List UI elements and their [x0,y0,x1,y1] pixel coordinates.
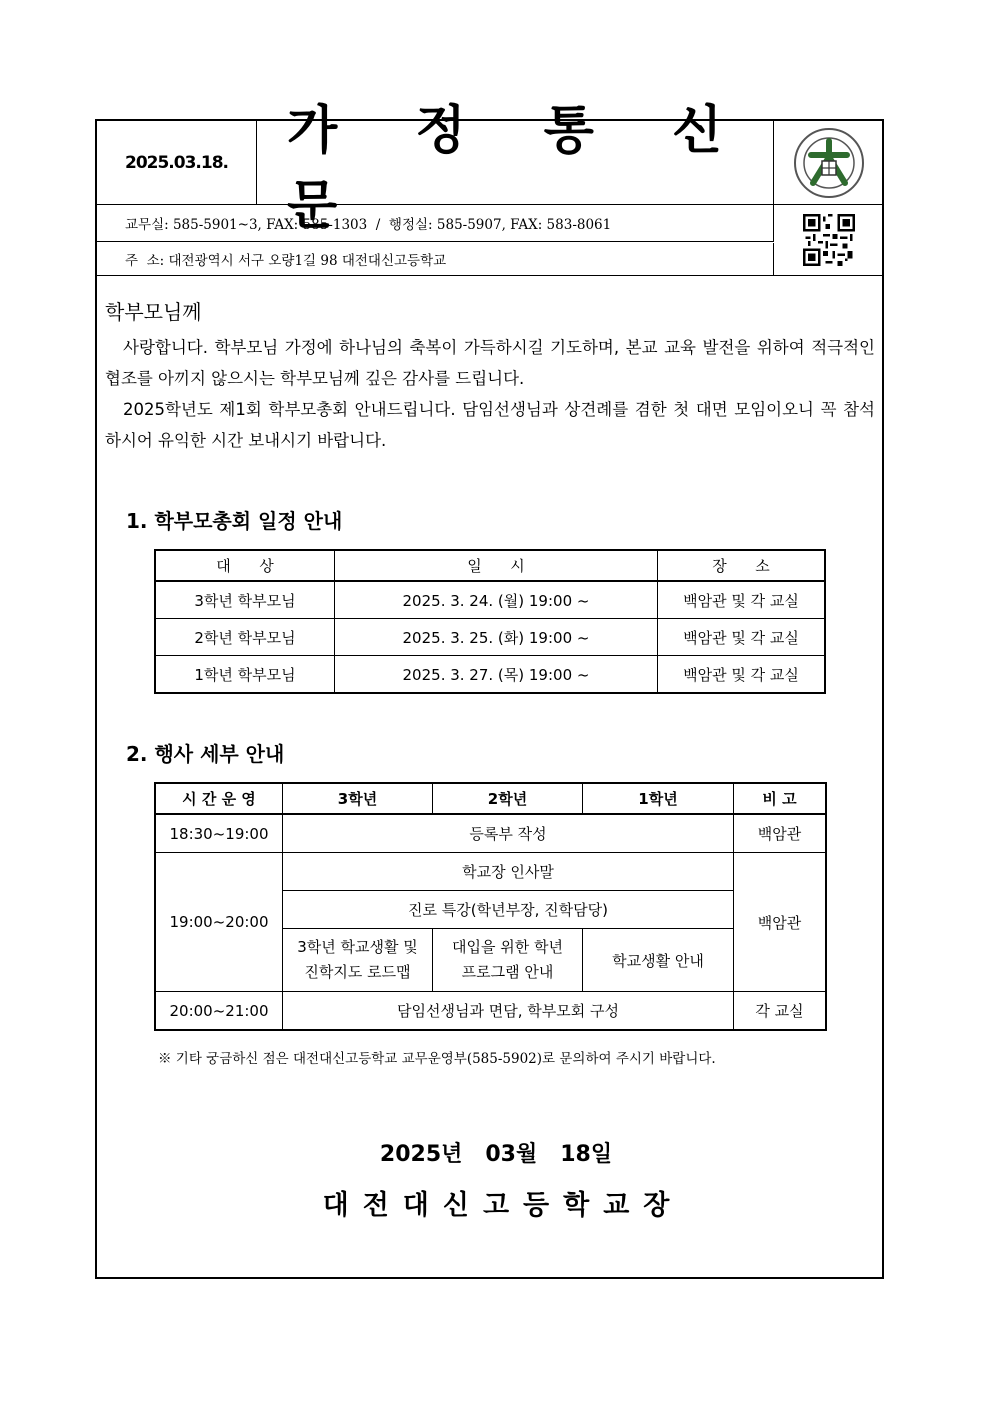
paragraph-1-text: 사랑합니다. 학부모님 가정에 하나님의 축복이 가득하시길 기도하며, 본교 교육 발전을 위하여 적극적인 협조를 아끼지 않으시는 학부모님께 깊은 감사를 드립니다. [105,338,875,388]
salutation: 학부모님께 [105,300,202,324]
header-grade3: 3학년 [283,783,433,814]
table-row [155,814,826,853]
grade2-line-1: 대입을 위한 학년 [452,938,563,956]
grade3-line-2: 진학지도 로드맵 [304,963,411,981]
cell-location: 백암관 및 각 교실 [658,619,826,656]
qr-code-icon [775,205,882,275]
cell-place: 백암관 [734,814,827,853]
cell-datetime: 2025. 3. 24. (월) 19:00 ~ [335,581,658,619]
details-table [154,782,827,1031]
header-target: 대 상 [155,550,335,581]
table-header-row [155,550,825,581]
cell-grade2-program [433,929,583,992]
schedule-section-title: 1. 학부모총회 일정 안내 [126,509,343,533]
header-datetime: 일 시 [335,550,658,581]
cell-place: 각 교실 [734,992,827,1031]
cell-place: 백암관 [734,853,827,992]
document-frame [95,100,884,1279]
greeting-paragraph-2 [105,394,875,456]
cell-target: 2학년 학부모님 [155,619,335,656]
issue-date: 2025.03.18. [97,121,257,204]
cell-datetime: 2025. 3. 27. (목) 19:00 ~ [335,656,658,694]
cell-time: 20:00~21:00 [155,992,283,1031]
header-divider [97,275,882,276]
cell-grade3-program [283,929,433,992]
cell-target: 1학년 학부모님 [155,656,335,694]
table-row [155,581,825,619]
cell-datetime: 2025. 3. 25. (화) 19:00 ~ [335,619,658,656]
grade3-line-1: 3학년 학교생활 및 [297,938,418,956]
table-row [155,656,825,694]
footer-date: 2025년 03월 18일 [379,1142,613,1167]
cell-meeting: 담임선생님과 면담, 학부모회 구성 [283,992,734,1031]
cell-registration: 등록부 작성 [283,814,734,853]
cell-principal-speech: 학교장 인사말 [283,853,734,891]
details-section-title: 2. 행사 세부 안내 [126,742,285,766]
table-row [155,992,826,1031]
table-header-row [155,783,826,814]
cell-location: 백암관 및 각 교실 [658,581,826,619]
paragraph-2-text: 2025학년도 제1회 학부모총회 안내드립니다. 담임선생님과 상견례를 겸한 첫 대면 모임이오니 꼭 참석하시어 유익한 시간 보내시기 바랍니다. [105,400,875,450]
header-location: 장 소 [658,550,826,581]
header-remark: 비 고 [734,783,827,814]
inquiry-note: ※ 기타 궁금하신 점은 대전대신고등학교 교무운영부(585-5902)로 문의하여 주시기 바랍니다. [158,1051,716,1067]
cell-time: 18:30~19:00 [155,814,283,853]
table-row [155,853,826,891]
address-line: 주 소: 대전광역시 서구 오량1길 98 대전대신고등학교 [97,243,774,275]
contact-line: 교무실: 585-5901~3, FAX: 585-1303 / 행정실: 585-5907, FAX: 583-8061 [97,205,774,242]
cell-career-lecture: 진로 특강(학년부장, 진학담당) [283,891,734,929]
cell-grade1-program: 학교생활 안내 [583,929,734,992]
schedule-table [154,549,826,694]
header-time: 시 간 운 영 [155,783,283,814]
document-title: 가 정 통 신 문 [257,121,774,204]
greeting-paragraph-1 [105,332,875,394]
grade2-line-2: 프로그램 안내 [461,963,554,981]
header-grade2: 2학년 [433,783,583,814]
cell-time: 19:00~20:00 [155,853,283,992]
header-grade1: 1학년 [583,783,734,814]
footer-school-principal: 대전대신고등학교장 [322,1190,684,1221]
table-row [155,619,825,656]
cell-location: 백암관 및 각 교실 [658,656,826,694]
cell-target: 3학년 학부모님 [155,581,335,619]
school-logo-icon [775,121,882,204]
